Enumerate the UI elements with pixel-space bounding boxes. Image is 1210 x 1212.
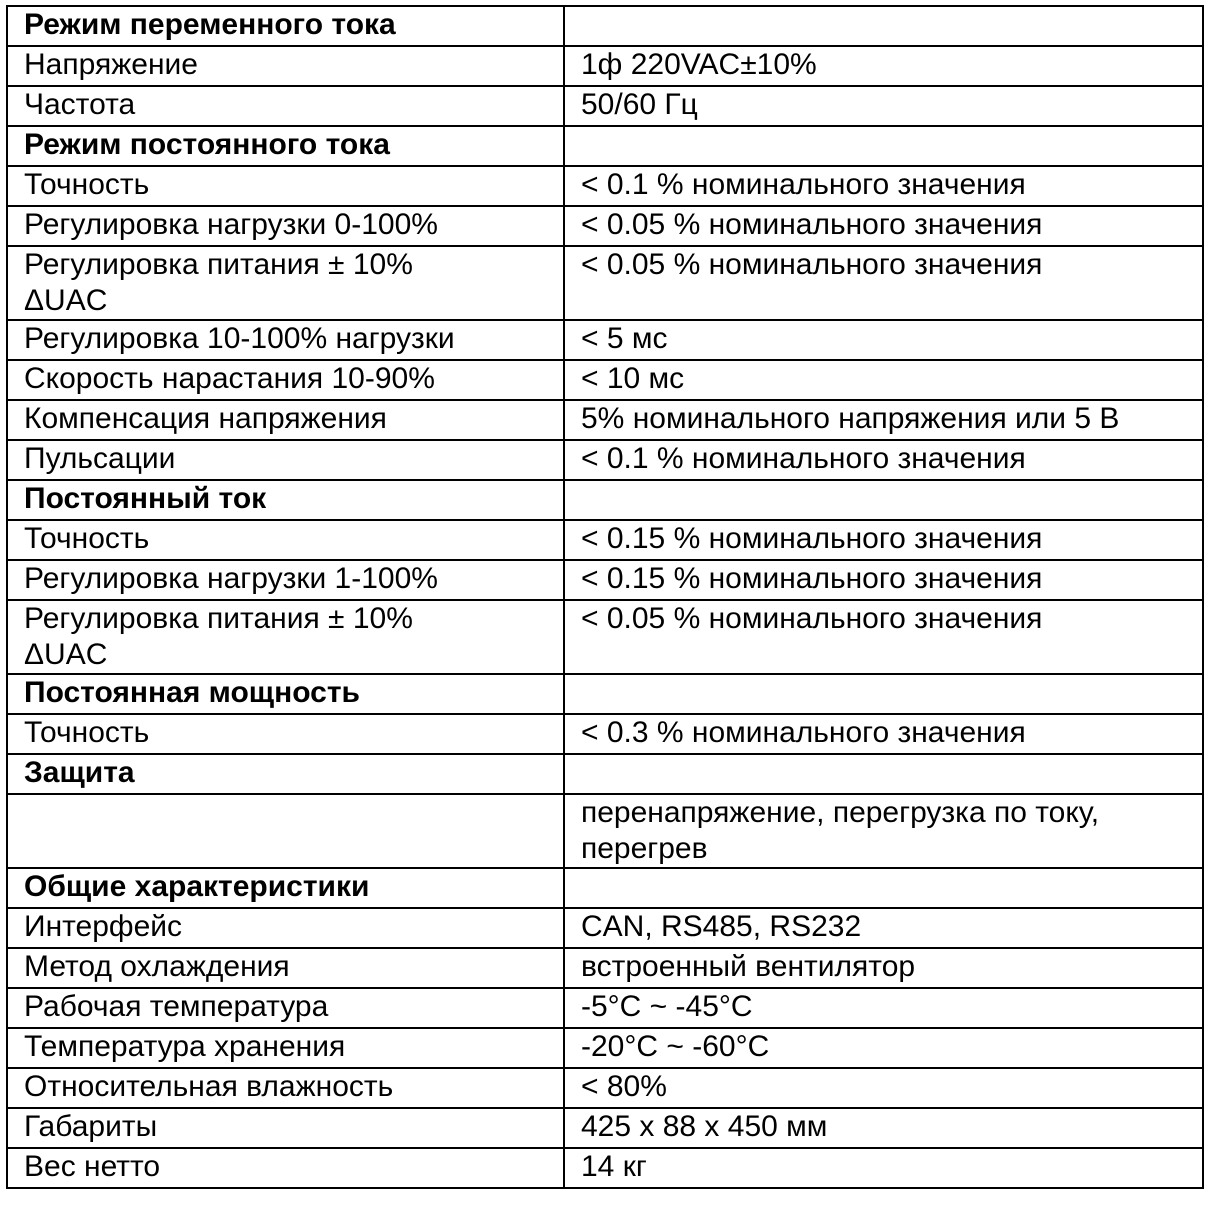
parameter-value-cell: < 0.1 % номинального значения <box>564 440 1203 480</box>
parameter-value-cell: -20°C ~ -60°C <box>564 1028 1203 1068</box>
parameter-name-cell: Рабочая температура <box>7 988 564 1028</box>
table-row <box>7 600 1203 674</box>
parameter-value-cell <box>564 126 1203 166</box>
parameter-value-cell: -5°C ~ -45°C <box>564 988 1203 1028</box>
parameter-value-cell <box>564 480 1203 520</box>
section-title-cell: Общие характеристики <box>7 868 564 908</box>
parameter-name-cell: Регулировка нагрузки 1-100% <box>7 560 564 600</box>
parameter-value-cell: < 0.15 % номинального значения <box>564 560 1203 600</box>
parameter-name-cell: Регулировка питания ± 10% ΔUAC <box>7 246 564 320</box>
table-row <box>7 86 1203 126</box>
parameter-name-cell: Точность <box>7 166 564 206</box>
parameter-value-cell <box>564 754 1203 794</box>
parameter-name-cell <box>7 794 564 868</box>
parameter-value-cell: перенапряжение, перегрузка по току, перегрев <box>564 794 1203 868</box>
parameter-name-cell: Регулировка питания ± 10% ΔUAC <box>7 600 564 674</box>
section-title-cell: Режим переменного тока <box>7 6 564 46</box>
table-row <box>7 46 1203 86</box>
parameter-name-cell: Пульсации <box>7 440 564 480</box>
table-row <box>7 1108 1203 1148</box>
parameter-name-cell: Габариты <box>7 1108 564 1148</box>
parameter-value-cell: 1ф 220VAC±10% <box>564 46 1203 86</box>
parameter-value-cell <box>564 674 1203 714</box>
parameter-value-cell: 14 кг <box>564 1148 1203 1188</box>
parameter-value-cell: < 80% <box>564 1068 1203 1108</box>
section-header-row <box>7 868 1203 908</box>
parameter-value-cell: < 0.1 % номинального значения <box>564 166 1203 206</box>
parameter-name-cell: Точность <box>7 714 564 754</box>
parameter-name-cell: Частота <box>7 86 564 126</box>
parameter-name-cell: Интерфейс <box>7 908 564 948</box>
parameter-value-cell: < 0.15 % номинального значения <box>564 520 1203 560</box>
parameter-name-cell: Компенсация напряжения <box>7 400 564 440</box>
parameter-name-cell: Вес нетто <box>7 1148 564 1188</box>
parameter-value-cell: 425 x 88 x 450 мм <box>564 1108 1203 1148</box>
parameter-value-cell: < 0.3 % номинального значения <box>564 714 1203 754</box>
table-row <box>7 520 1203 560</box>
parameter-value-cell <box>564 6 1203 46</box>
table-row <box>7 988 1203 1028</box>
parameter-value-cell: < 10 мс <box>564 360 1203 400</box>
section-title-cell: Защита <box>7 754 564 794</box>
parameter-value-cell: CAN, RS485, RS232 <box>564 908 1203 948</box>
parameter-value-cell: 5% номинального напряжения или 5 В <box>564 400 1203 440</box>
table-row <box>7 908 1203 948</box>
table-row <box>7 1068 1203 1108</box>
table-row <box>7 206 1203 246</box>
parameter-name-cell: Метод охлаждения <box>7 948 564 988</box>
table-row <box>7 400 1203 440</box>
table-row <box>7 714 1203 754</box>
parameter-value-cell <box>564 868 1203 908</box>
parameter-value-cell: 50/60 Гц <box>564 86 1203 126</box>
table-row <box>7 948 1203 988</box>
parameter-name-cell: Регулировка нагрузки 0-100% <box>7 206 564 246</box>
parameter-name-cell: Точность <box>7 520 564 560</box>
parameter-name-cell: Скорость нарастания 10-90% <box>7 360 564 400</box>
parameter-value-cell: встроенный вентилятор <box>564 948 1203 988</box>
parameter-value-cell: < 0.05 % номинального значения <box>564 246 1203 320</box>
section-header-row <box>7 674 1203 714</box>
parameter-value-cell: < 5 мс <box>564 320 1203 360</box>
table-row <box>7 440 1203 480</box>
table-row <box>7 166 1203 206</box>
parameter-name-cell: Регулировка 10-100% нагрузки <box>7 320 564 360</box>
table-row <box>7 1028 1203 1068</box>
section-title-cell: Постоянный ток <box>7 480 564 520</box>
table-row <box>7 560 1203 600</box>
section-header-row <box>7 126 1203 166</box>
section-header-row <box>7 6 1203 46</box>
section-title-cell: Режим постоянного тока <box>7 126 564 166</box>
table-row <box>7 360 1203 400</box>
spec-table-body <box>7 6 1203 1188</box>
table-row <box>7 794 1203 868</box>
parameter-name-cell: Напряжение <box>7 46 564 86</box>
parameter-name-cell: Относительная влажность <box>7 1068 564 1108</box>
parameter-value-cell: < 0.05 % номинального значения <box>564 206 1203 246</box>
section-title-cell: Постоянная мощность <box>7 674 564 714</box>
parameter-value-cell: < 0.05 % номинального значения <box>564 600 1203 674</box>
table-row <box>7 320 1203 360</box>
section-header-row <box>7 754 1203 794</box>
section-header-row <box>7 480 1203 520</box>
parameter-name-cell: Температура хранения <box>7 1028 564 1068</box>
table-row <box>7 1148 1203 1188</box>
table-row <box>7 246 1203 320</box>
spec-table <box>6 5 1204 1189</box>
